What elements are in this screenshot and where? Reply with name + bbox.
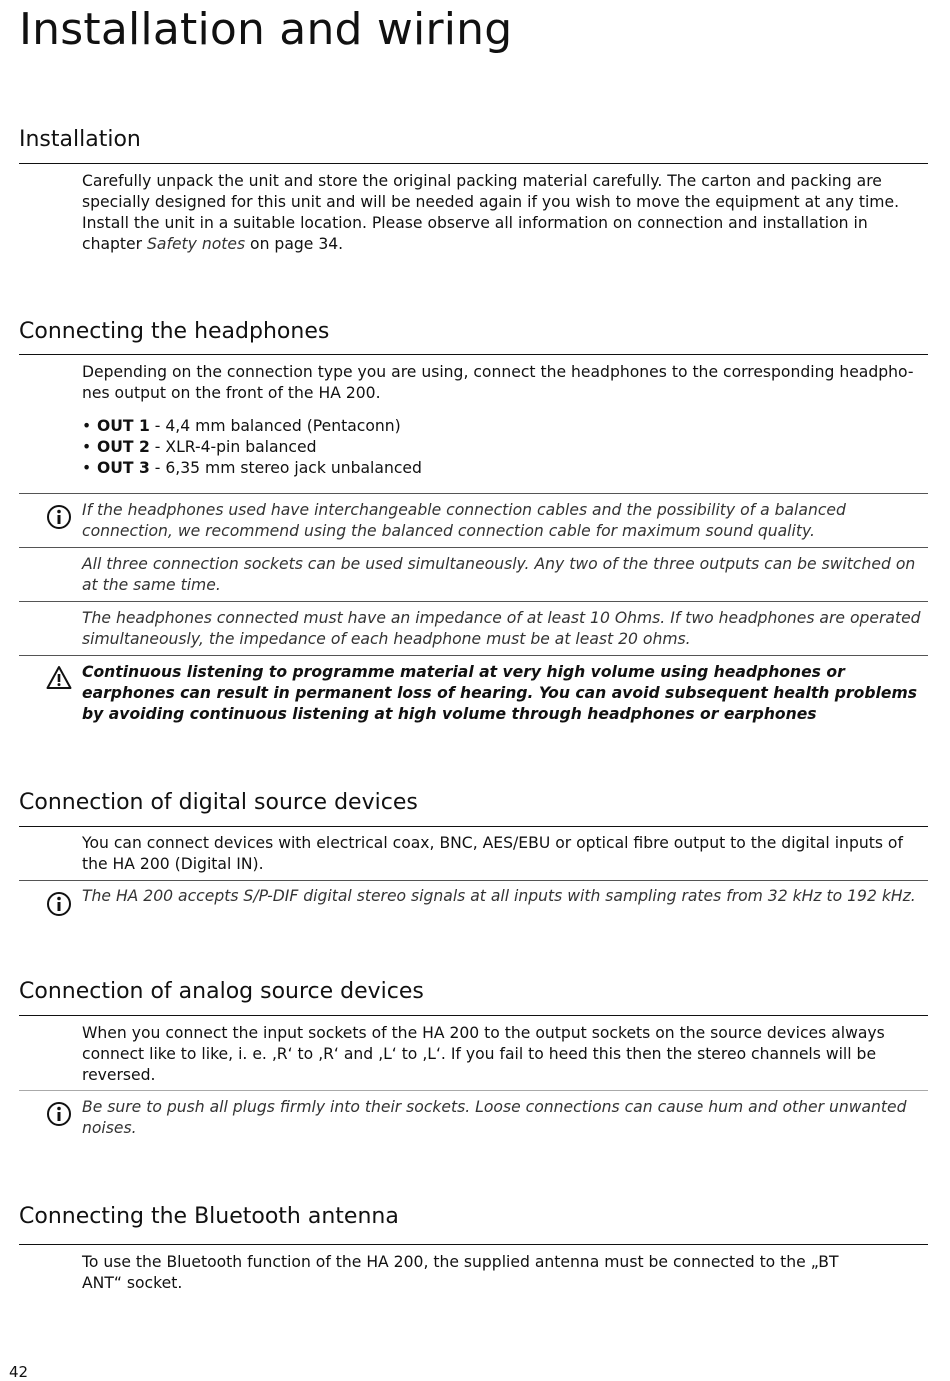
output-description: - XLR-4-pin balanced	[149, 438, 317, 456]
headphone-outputs-list	[82, 416, 928, 479]
note-divider	[19, 547, 928, 548]
section-divider	[19, 826, 928, 827]
list-item	[82, 416, 928, 437]
page-title: Installation and wiring	[19, 4, 513, 55]
section-title-installation: Installation	[19, 127, 141, 152]
note-divider	[19, 880, 928, 881]
section-title-bluetooth: Connecting the Bluetooth antenna	[19, 1204, 399, 1229]
section-title-analog: Connection of analog source devices	[19, 979, 424, 1004]
list-item	[82, 437, 928, 458]
digital-note-sampling: The HA 200 accepts S/P-DIF digital stereo signals at all inputs with sampling rates from 32 kHz to 192 kHz.	[82, 887, 916, 905]
headphones-note-impedance: The headphones connected must have an impedance of at least 10 Ohms. If two headphones are operated simultaneously, the impedance of each headphone must be at least 20 ohms.	[82, 609, 921, 648]
note-divider	[19, 655, 928, 656]
safety-notes-reference: Safety notes	[147, 235, 246, 253]
info-icon	[46, 1101, 72, 1127]
output-description: - 4,4 mm balanced (Pentaconn)	[149, 417, 401, 435]
analog-note-plugs: Be sure to push all plugs firmly into their sockets. Loose connections can cause hum and other unwanted noises.	[82, 1098, 907, 1137]
output-label: OUT 1	[97, 417, 150, 435]
warning-icon	[46, 665, 72, 691]
section-divider	[19, 1015, 928, 1016]
headphones-note-balanced: If the headphones used have interchangeable connection cables and the possibility of a balanced connection, we recommend using the balanced connection cable for maximum sound quality.	[82, 501, 846, 540]
output-label: OUT 2	[97, 438, 150, 456]
analog-paragraph: When you connect the input sockets of the HA 200 to the output sockets on the source devices always connect like to like, i. e. ‚R‘ to ‚R‘ and ‚L‘ to ‚L‘. If you fail to heed this then the stereo channels will be reversed.	[82, 1024, 885, 1084]
section-divider	[19, 163, 928, 164]
note-divider	[19, 493, 928, 494]
section-title-headphones: Connecting the headphones	[19, 319, 330, 344]
info-icon	[46, 891, 72, 917]
headphones-note-simultaneous: All three connection sockets can be used simultaneously. Any two of the three outputs can be switched on at the same time.	[82, 555, 916, 594]
installation-text-part1: Carefully unpack the unit and store the original packing material carefully. The carton and packing are specially designed for this unit and will be needed again if you wish to move the equipment at any time. Install the unit in a suitable location. Please observe all information on connection and installation in chapter	[82, 172, 900, 253]
bluetooth-paragraph: To use the Bluetooth function of the HA 200, the supplied antenna must be connected to the „BT ANT“ socket.	[82, 1253, 839, 1292]
hearing-loss-warning: Continuous listening to programme material at very high volume using headphones or earphones can result in permanent loss of hearing. You can avoid subsequent health problems by avoiding continuous listening at high volume through headphones or earphones	[82, 663, 917, 723]
page-number: 42	[9, 1363, 29, 1381]
output-label: OUT 3	[97, 459, 150, 477]
installation-paragraph	[82, 171, 928, 255]
headphones-intro: Depending on the connection type you are using, connect the headphones to the corresponding headpho-nes output on the front of the HA 200.	[82, 363, 914, 402]
section-title-digital: Connection of digital source devices	[19, 790, 418, 815]
section-divider	[19, 354, 928, 355]
note-divider	[19, 1090, 928, 1091]
list-item	[82, 458, 928, 479]
output-description: - 6,35 mm stereo jack unbalanced	[149, 459, 422, 477]
info-icon	[46, 504, 72, 530]
digital-paragraph: You can connect devices with electrical coax, BNC, AES/EBU or optical fibre output to the digital inputs of the HA 200 (Digital IN).	[82, 834, 903, 873]
note-divider	[19, 601, 928, 602]
section-divider	[19, 1244, 928, 1245]
installation-text-part2: on page 34.	[245, 235, 344, 253]
